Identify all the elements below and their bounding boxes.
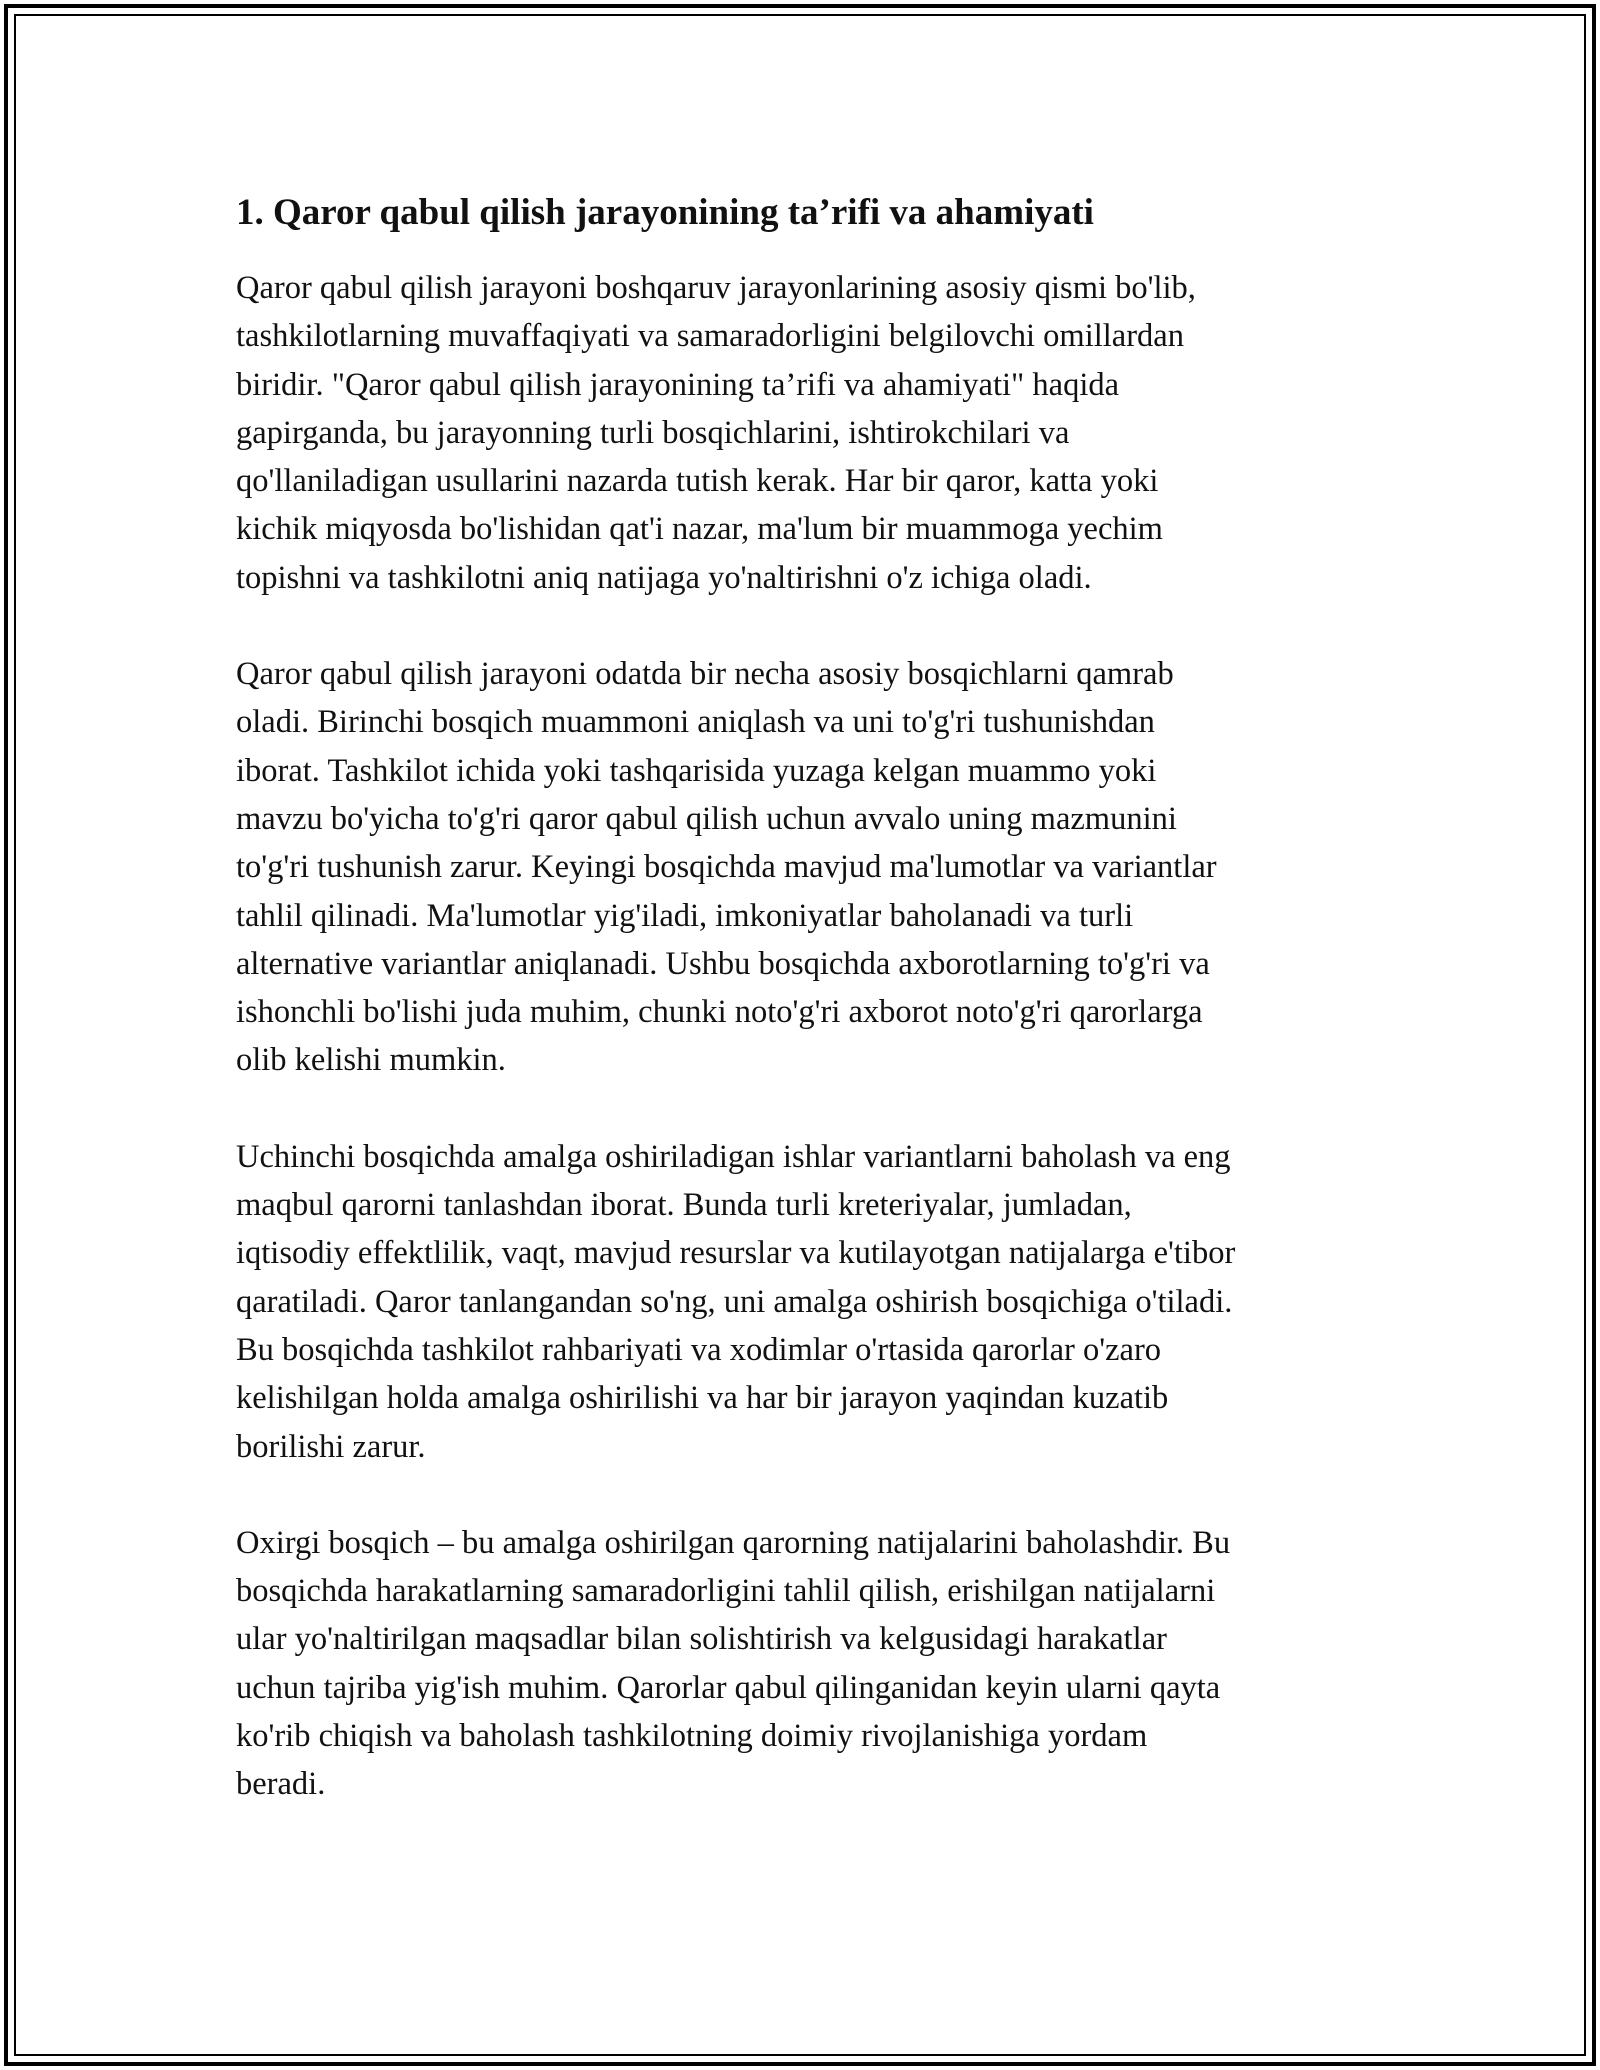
paragraph-final-stage: Oxirgi bosqich – bu amalga oshirilgan qarorning natijalarini baholashdir. Bu bosqichda harakatlarning samaradorligini tahlil qilish, erishilgan natijalarni ular yo'naltirilgan maqsadlar bilan solishtirish va kelgusidagi harakatlar uchun tajriba yig'ish muhim. Qarorlar qabul qilinganidan keyin ularni qayta ko'rib chiqish va baholash tashkilotning doimiy rivojlanishiga yordam beradi. xyxy=(236,1524,1231,1803)
paragraph-stages: Qaror qabul qilish jarayoni odatda bir necha asosiy bosqichlarni qamrab oladi. Birinchi bosqich muammoni aniqlash va uni to'g'ri tushunishdan iborat. Tashkilot ichida yoki tashqarisida yuzaga kelgan muammo yoki mavzu bo'yicha to'g'ri qaror qabul qilish uchun avvalo uning mazmunini to'g'ri tushunish zarur. Keyingi bosqichda mavjud ma'lumotlar va variantlar tahlil qilinadi. Ma'lumotlar yig'iladi, imkoniyatlar baholanadi va turli alternative variantlar aniqlanadi. Ushbu bosqichda axborotlarning to'g'ri va ishonchli bo'lishi juda muhim, chunki noto'g'ri axborot noto'g'ri qarorlarga olib kelishi mumkin. xyxy=(236,656,1217,1079)
document-body xyxy=(236,188,1386,1857)
section-heading: 1. Qaror qabul qilish jarayonining ta’rifi va ahamiyati xyxy=(236,192,1094,233)
paragraph-definition: Qaror qabul qilish jarayoni boshqaruv jarayonlarining asosiy qismi bo'lib, tashkilotlarning muvaffaqiyati va samaradorligini belgilovchi omillardan biridir. "Qaror qabul qilish jarayonining ta’rifi va ahamiyati" haqida gapirganda, bu jarayonning turli bosqichlarini, ishtirokchilari va qo'llaniladigan usullarini nazarda tutish kerak. Har bir qaror, katta yoki kichik miqyosda bo'lishidan qat'i nazar, ma'lum bir muammoga yechim topishni va tashkilotni aniq natijaga yo'naltirishni o'z ichiga oladi. xyxy=(236,270,1196,596)
paragraph-evaluation: Uchinchi bosqichda amalga oshiriladigan ishlar variantlarni baholash va eng maqbul qarorni tanlashdan iborat. Bunda turli kreteriyalar, jumladan, iqtisodiy effektlilik, vaqt, mavjud resurslar va kutilayotgan natijalarga e'tibor qaratiladi. Qaror tanlangandan so'ng, uni amalga oshirish bosqichiga o'tiladi. Bu bosqichda tashkilot rahbariyati va xodimlar o'rtasida qarorlar o'zaro kelishilgan holda amalga oshirilishi va har bir jarayon yaqindan kuzatib borilishi zarur. xyxy=(236,1138,1236,1465)
